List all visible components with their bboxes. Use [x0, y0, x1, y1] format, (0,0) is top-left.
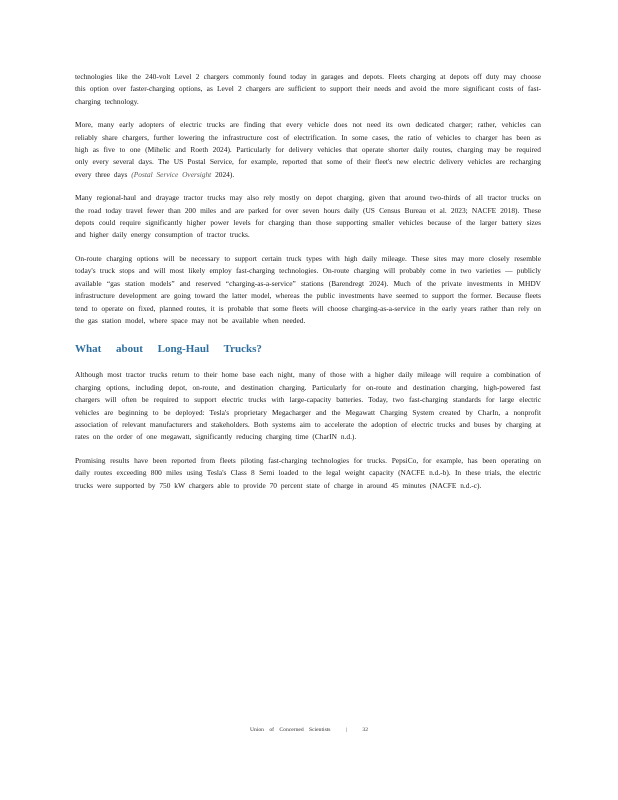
- page-footer: [0, 727, 618, 733]
- body-paragraph: [75, 369, 541, 443]
- body-paragraph: [75, 253, 541, 327]
- paragraph-text: Although most tractor trucks return to their home base each night, many of those with a higher daily mileage will require a combination of charging options, including depot, on-route, and destination charging. Particularly for on-route and destination charging, high-powered fast chargers will often be required to support electric trucks with large-capacity batteries. Today, two fast-charging standards for large electric vehicles are beginning to be deployed: Tesla's proprietary Megacharger and the Megawatt Charging System created by CharIn, a nonprofit association of relevant manufacturers and stakeholders. Both systems aim to accelerate the adoption of electric trucks and buses by charging at rates on the order of one megawatt, significantly reducing charging time (CharIN n.d.).: [75, 370, 541, 442]
- section-heading: What about Long-Haul Trucks?: [75, 343, 262, 356]
- paragraph-text: More, many early adopters of electric trucks are finding that every vehicle does not need its own dedicated charger; rather, vehicles can reliably share chargers, further lowering the infrastructure cost of electrification. In some cases, the ratio of vehicles to charger has been as high as five to one (Mihelic and Roeth 2024). Particularly for delivery vehicles that operate shorter daily routes, charging may be required only every several days. The US Postal Service, for example, reported that some of their fleet's new electric delivery vehicles are recharging every three days: [75, 120, 541, 179]
- body-paragraph: [75, 119, 541, 181]
- body-content: [75, 71, 541, 503]
- paragraph-text: Promising results have been reported from fleets piloting fast-charging technologies for trucks. PepsiCo, for example, has been operating on daily routes exceeding 800 miles using Tesla's Class 8 Semi loaded to the legal weight capacity (NACFE n.d.-b). In these trials, the electric trucks were supported by 750 kW chargers able to provide 70 percent state of charge in around 45 minutes (NACFE n.d.-c).: [75, 455, 541, 490]
- paragraph-text: 2024).: [211, 169, 235, 179]
- page-number: 32: [362, 727, 369, 733]
- footer-separator: |: [345, 727, 348, 733]
- body-paragraph: [75, 455, 541, 492]
- paragraph-text: technologies like the 240-volt Level 2 chargers commonly found today in garages and depots. Fleets charging at depots off duty may choose this option over faster-charging options, as Level 2 chargers are sufficient to support their needs and avoid the more significant costs of fast-charging technology.: [75, 72, 541, 106]
- citation-text: (Postal Service Oversight: [131, 169, 212, 179]
- paragraph-text: Many regional-haul and drayage tractor trucks may also rely mostly on depot charging, given that around two-thirds of all tractor trucks on the road today travel fewer than 200 miles and are parked for over seven hours daily (US Census Bureau et al. 2023; NACFE 2018). These depots could require significantly higher power levels for charging than those supporting smaller vehicles because of the larger battery sizes and higher daily energy consumption of tractor trucks.: [75, 193, 541, 240]
- body-paragraph: [75, 192, 541, 242]
- footer-org: Union of Concerned Scientists: [249, 727, 331, 733]
- paragraph-text: On-route charging options will be necessary to support certain truck types with high daily mileage. These sites may more closely resemble today's truck stops and will most likely employ fast-charging technologies. On-route charging will probably come in two varieties — publicly available “gas station models” and reserved “charging-as-a-service” stations (Barendregt 2024). Much of the private investments in MHDV infrastructure development are going toward the latter model, whereas the public investments have seemed to support the former. Because fleets tend to operate on fixed, planned routes, it is probable that some fleets will choose charging-as-a-service in the early years rather than rely on the gas station model, where space may not be available when needed.: [75, 253, 541, 325]
- body-paragraph: [75, 71, 541, 108]
